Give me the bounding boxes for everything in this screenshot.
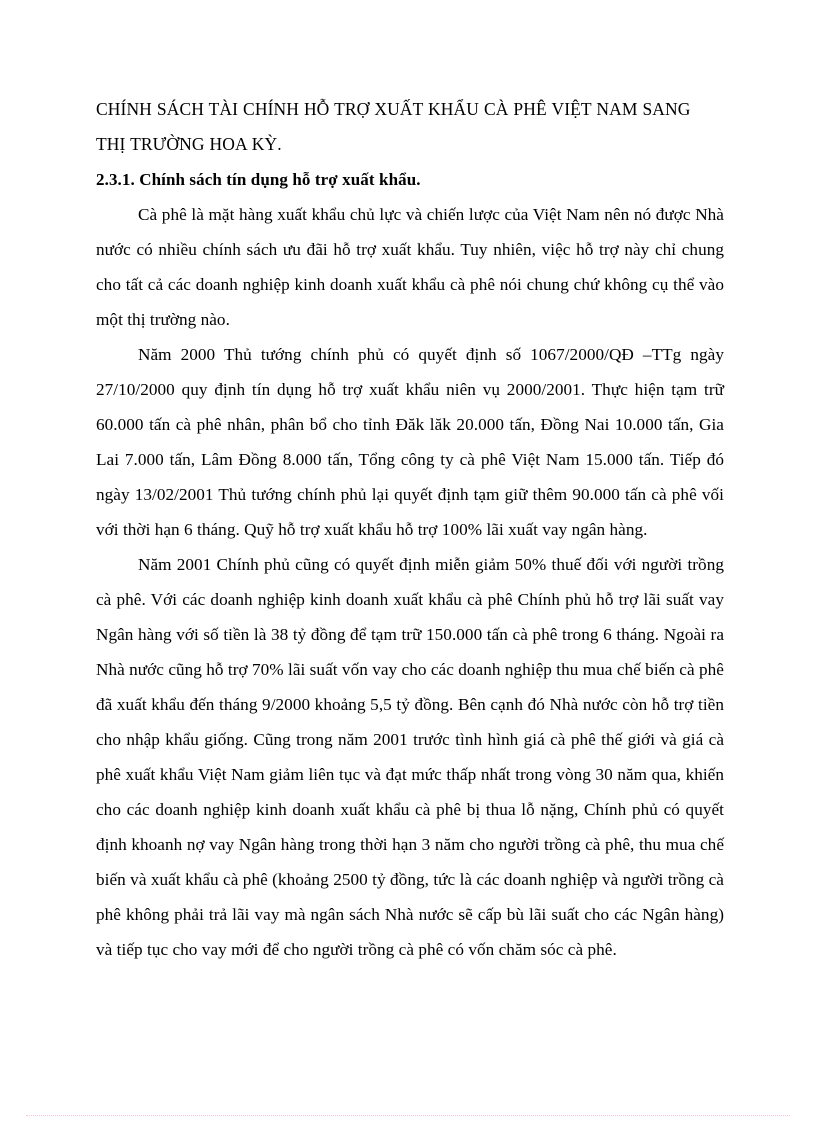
- body-paragraph-3: Năm 2001 Chính phủ cũng có quyết định miễn giảm 50% thuế đối với người trồng cà phê. Với các doanh nghiệp kinh doanh xuất khẩu cà phê Chính phủ hỗ trợ lãi suất vay Ngân hàng với số tiền là 38 tỷ đồng để tạm trữ 150.000 tấn cà phê trong 6 tháng. Ngoài ra Nhà nước cũng hỗ trợ 70% lãi suất vốn vay cho các doanh nghiệp thu mua chế biến cà phê đã xuất khẩu đến tháng 9/2000 khoảng 5,5 tỷ đồng. Bên cạnh đó Nhà nước còn hỗ trợ tiền cho nhập khẩu giống. Cũng trong năm 2001 trước tình hình giá cà phê thế giới và giá cà phê xuất khẩu Việt Nam giảm liên tục và đạt mức thấp nhất trong vòng 30 năm qua, khiến cho các doanh nghiệp kinh doanh xuất khẩu cà phê bị thua lỗ nặng, Chính phủ có quyết định khoanh nợ vay Ngân hàng trong thời hạn 3 năm cho người trồng cà phê, thu mua chế biến và xuất khẩu cà phê (khoảng 2500 tỷ đồng, tức là các doanh nghiệp và người trồng cà phê không phải trả lãi vay mà ngân sách Nhà nước sẽ cấp bù lãi suất cho các Ngân hàng) và tiếp tục cho vay mới để cho người trồng cà phê có vốn chăm sóc cà phê.: [96, 555, 724, 959]
- document-title-line-2: THỊ TRƯỜNG HOA KỲ.: [96, 134, 282, 154]
- body-paragraph-2: Năm 2000 Thủ tướng chính phủ có quyết định số 1067/2000/QĐ –TTg ngày 27/10/2000 quy định tín dụng hỗ trợ xuất khẩu niên vụ 2000/2001. Thực hiện tạm trữ 60.000 tấn cà phê nhân, phân bổ cho tỉnh Đăk lăk 20.000 tấn, Đồng Nai 10.000 tấn, Gia Lai 7.000 tấn, Lâm Đồng 8.000 tấn, Tổng công ty cà phê Việt Nam 15.000 tấn. Tiếp đó ngày 13/02/2001 Thủ tướng chính phủ lại quyết định tạm giữ thêm 90.000 tấn cà phê vối với thời hạn 6 tháng. Quỹ hỗ trợ xuất khẩu hỗ trợ 100% lãi xuất vay ngân hàng.: [96, 345, 724, 539]
- page-bottom-dotted-rule: [26, 1115, 790, 1117]
- section-heading-2-3-1: 2.3.1. Chính sách tín dụng hỗ trợ xuất khẩu.: [96, 170, 421, 189]
- body-paragraph-1: Cà phê là mặt hàng xuất khẩu chủ lực và chiến lược của Việt Nam nên nó được Nhà nước có nhiều chính sách ưu đãi hỗ trợ xuất khẩu. Tuy nhiên, việc hỗ trợ này chỉ chung cho tất cả các doanh nghiệp kinh doanh xuất khẩu cà phê nói chung chứ không cụ thể vào một thị trường nào.: [96, 205, 724, 329]
- document-title-line-1: CHÍNH SÁCH TÀI CHÍNH HỖ TRỢ XUẤT KHẨU CÀ PHÊ VIỆT NAM SANG: [96, 99, 691, 119]
- page-text-block: [96, 92, 724, 967]
